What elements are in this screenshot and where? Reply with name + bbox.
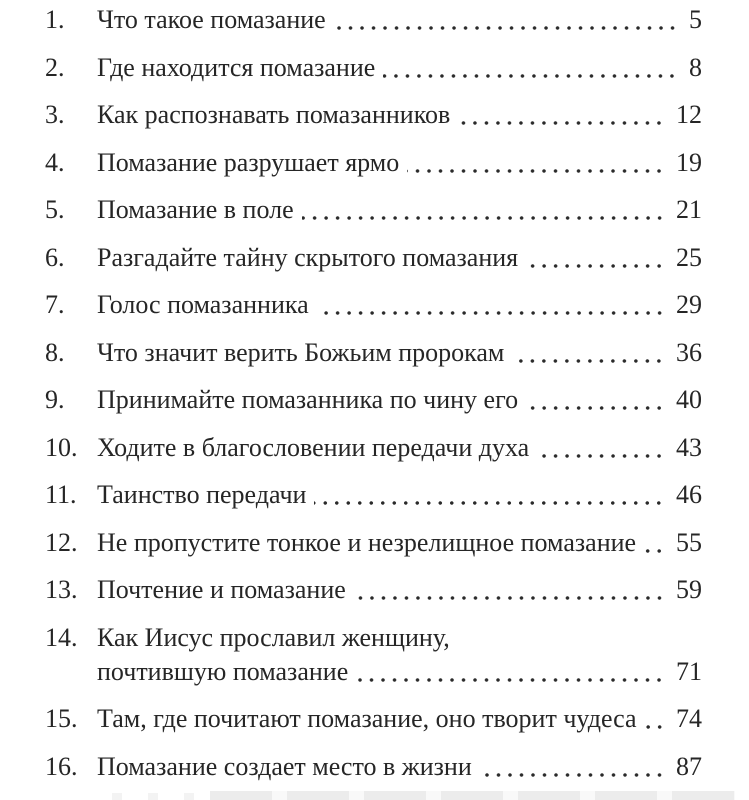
toc-entry-line-continued xyxy=(45,655,702,689)
toc-entry xyxy=(45,146,702,180)
toc-entry xyxy=(45,98,702,132)
entry-page-number: 12 xyxy=(676,100,702,129)
toc-entry-line xyxy=(45,51,702,85)
entry-title: Помазание в поле xyxy=(97,195,294,224)
entry-title: Голос помазанника xyxy=(97,290,309,319)
entry-title: Там, где почитают помазание, оно творит чудеса xyxy=(97,704,637,733)
toc-entry xyxy=(45,431,702,465)
dot-leader xyxy=(537,431,665,465)
dot-leader xyxy=(354,573,665,607)
toc-entry-line xyxy=(45,336,702,370)
entry-title: Почтение и помазание xyxy=(97,575,346,604)
entry-page-number: 19 xyxy=(676,147,702,177)
toc-entry-line xyxy=(45,98,702,132)
toc-entry-line xyxy=(45,146,702,180)
toc-entry xyxy=(45,241,702,275)
dot-leader xyxy=(407,146,665,180)
toc-entry-line xyxy=(45,750,702,784)
entry-page-number: 25 xyxy=(676,242,702,272)
dot-leader xyxy=(458,98,665,132)
entry-number: 1. xyxy=(45,5,65,34)
entry-page-number: 40 xyxy=(676,385,702,414)
entry-number: 9. xyxy=(45,385,65,414)
toc-entry xyxy=(45,51,702,85)
toc-entry xyxy=(45,702,702,736)
dot-leader xyxy=(302,193,665,227)
toc-entry-line xyxy=(45,288,702,322)
entry-title: Разгадайте тайну скрытого помазания xyxy=(97,242,519,272)
cropped-bottom-artifact xyxy=(210,791,735,800)
entry-title: Где находится помазание xyxy=(97,52,376,82)
entry-number: 15. xyxy=(45,704,78,733)
dot-leader xyxy=(526,241,665,275)
dot-leader xyxy=(644,526,665,560)
entry-title: Не пропустите тонкое и незрелищное помазание xyxy=(97,527,637,557)
entry-page-number: 5 xyxy=(689,5,702,34)
toc-list xyxy=(45,3,702,784)
toc-entry-line xyxy=(45,3,702,37)
entry-number: 10. xyxy=(45,432,78,462)
entry-number: 6. xyxy=(45,242,65,272)
toc-entry xyxy=(45,288,702,322)
entry-number: 13. xyxy=(45,575,78,604)
toc-entry-line xyxy=(45,383,702,417)
toc-entry xyxy=(45,621,702,689)
entry-page-number: 71 xyxy=(676,656,702,686)
entry-number: 14. xyxy=(45,622,78,652)
entry-page-number: 74 xyxy=(676,704,702,733)
toc-entry-line xyxy=(45,431,702,465)
entry-number: 11. xyxy=(45,480,77,509)
dot-leader xyxy=(645,702,665,736)
entry-title: Как распознавать помазанников xyxy=(97,100,451,129)
toc-entry-line xyxy=(45,573,702,607)
cropped-bottom-artifact-left xyxy=(112,793,204,800)
entry-page-number: 43 xyxy=(676,432,702,462)
dot-leader xyxy=(334,3,678,37)
entry-number: 8. xyxy=(45,337,65,367)
entry-title: Что значит верить Божьим пророкам xyxy=(97,337,505,367)
toc-entry xyxy=(45,750,702,784)
entry-page-number: 36 xyxy=(676,337,702,367)
entry-title: Помазание создает место в жизни xyxy=(97,751,472,781)
toc-entry xyxy=(45,526,702,560)
dot-leader xyxy=(356,655,665,689)
toc-entry-line xyxy=(45,241,702,275)
toc-entry-line xyxy=(45,702,702,736)
dot-leader xyxy=(480,750,665,784)
entry-number: 2. xyxy=(45,52,65,82)
entry-title: Помазание разрушает ярмо xyxy=(97,147,400,177)
entry-title-continued: почтившую помазание xyxy=(97,656,349,686)
entry-page-number: 59 xyxy=(676,575,702,604)
dot-leader xyxy=(317,288,665,322)
toc-entry xyxy=(45,573,702,607)
entry-number: 4. xyxy=(45,147,65,177)
entry-number: 5. xyxy=(45,195,65,224)
entry-title: Ходите в благословении передачи духа xyxy=(97,432,530,462)
dot-leader xyxy=(512,336,665,370)
toc-entry-line xyxy=(45,478,702,512)
entry-page-number: 21 xyxy=(676,195,702,224)
dot-leader xyxy=(314,478,665,512)
entry-page-number: 46 xyxy=(676,480,702,509)
toc-entry xyxy=(45,478,702,512)
entry-page-number: 8 xyxy=(689,52,702,82)
entry-number: 3. xyxy=(45,100,65,129)
entry-title: Таинство передачи xyxy=(97,480,307,509)
entry-number: 7. xyxy=(45,290,65,319)
toc-entry xyxy=(45,336,702,370)
entry-page-number: 55 xyxy=(676,527,702,557)
entry-page-number: 29 xyxy=(676,290,702,319)
entry-title: Что такое помазание xyxy=(97,5,326,34)
entry-page-number: 87 xyxy=(676,751,702,781)
dot-leader xyxy=(383,51,678,85)
toc-entry xyxy=(45,193,702,227)
entry-title: Принимайте помазанника по чину его xyxy=(97,385,519,414)
toc-entry xyxy=(45,3,702,37)
entry-number: 16. xyxy=(45,751,78,781)
toc-entry xyxy=(45,383,702,417)
toc-entry-line xyxy=(45,621,702,655)
dot-leader xyxy=(526,383,665,417)
entry-title: Как Иисус прославил женщину, xyxy=(97,622,450,652)
toc-entry-line xyxy=(45,526,702,560)
toc-entry-line xyxy=(45,193,702,227)
entry-number: 12. xyxy=(45,527,78,557)
